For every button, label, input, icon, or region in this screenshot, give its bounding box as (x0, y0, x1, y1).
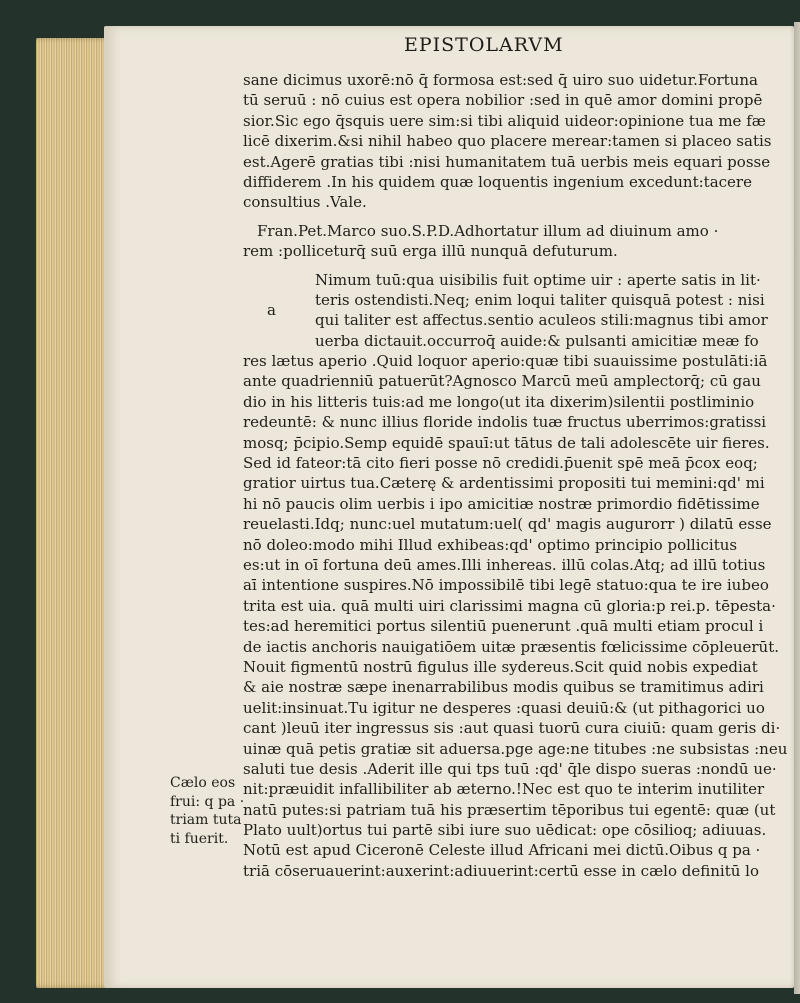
guide-letter: a (267, 301, 276, 319)
text-line: est.Agerē gratias tibi :nisi humanitatem tuā uerbis meis equari posse (243, 152, 771, 171)
next-page-edge (794, 22, 800, 994)
letter-heading-line: rem :polliceturq̄ suū erga illū nunquā defuturum. (243, 242, 618, 261)
marginal-note-line: triam tuta (170, 812, 242, 828)
marginal-note-line: frui: q pa · (170, 793, 245, 810)
text-line: sior.Sic ego q̄squis uere sim:si tibi aliquid uideor:opinione tua me fæ (243, 111, 766, 130)
text-line: Nouit figmentū nostrū figulus ille sydereus.Scit quid nobis expediat (243, 657, 758, 676)
text-line: consultius .Vale. (243, 193, 367, 212)
text-line: natū putes:si patriam tuā his præsertim tēporibus tui egentē: quæ (ut (243, 800, 776, 819)
text-line: ante quadrienniū patuerūt?Agnosco Marcū meū amplectorq̄; cū gau (243, 372, 761, 391)
text-line: sane dicimus uxorē:nō q̄ formosa est:sed q̄ uiro suo uidetur.Fortuna (243, 71, 758, 89)
marginal-note (170, 774, 244, 848)
text-line: de iactis anchoris nauigatiōem uitæ præsentis fœlicissime cōpleuerūt. (243, 637, 780, 656)
text-line: uelit:insinuat.Tu igitur ne desperes :quasi deuiū:& (ut pithagorici uo (243, 698, 765, 717)
text-line: Nimum tuū:qua uisibilis fuit optime uir : aperte satis in lit· (315, 270, 761, 289)
text-line: es:ut in oī fortuna deū ames.Illi inhereas. illū colas.Atq; ad illū totius (243, 555, 766, 574)
body-text (243, 70, 788, 881)
text-line: Sed id fateor:tā cito fieri posse nō credidi.p̄uenit spē meā p̄cox eoq; (243, 454, 758, 473)
text-line: tes:ad heremitici portus silentiū puenerunt .quā multi etiam procul i (243, 617, 764, 636)
text-line: saluti tue desis .Aderit ille qui tps tuū :qd' q̄le dispo sueras :nondū ue· (243, 759, 777, 778)
marginal-note-line: ti fuerit. (170, 830, 229, 847)
text-line: dio in his litteris tuis:ad me longo(ut ita dixerim)silentii postliminio (243, 392, 755, 411)
text-line: Notū est apud Ciceronē Celeste illud Africani mei dictū.Oibus q pa · (243, 841, 761, 860)
text-line: mosq; p̄cipio.Semp equidē spauī:ut tātus de tali adolescēte uir fieres. (243, 433, 770, 452)
text-line: gratior uirtus tua.Cæterę & ardentissimi propositi tui memini:qd' mi (243, 474, 765, 493)
text-line: qui taliter est affectus.sentio aculeos stili:magnus tibi amor (315, 311, 768, 330)
text-line: & aie nostræ sæpe inenarrabilibus modis quibus se tramitimus adiri (243, 678, 764, 697)
text-line: reuelasti.Idq; nunc:uel mutatum:uel( qd' magis augurorr ) dilatū esse (243, 515, 772, 534)
text-line: uerba dictauit.occurroq̄ auide:& pulsanti amicitiæ meæ fo (315, 331, 759, 350)
text-line: tū seruū : nō cuius est opera nobilior :sed in quē amor domini propē (243, 91, 763, 110)
text-line: Plato uult)ortus tui partē sibi iure suo uēdicat: ope cōsilioq; adiuuas. (243, 821, 767, 840)
letter-heading-line: Fran.Pet.Marco suo.S.P.D.Adhortatur illum ad diuinum amo · (257, 221, 719, 240)
text-line: uinæ quā petis gratiæ sit aduersa.pge age:ne titubes :ne subsistas :neu (243, 739, 788, 758)
text-line: trita est uia. quā multi uiri clarissimi magna cū gloria:p rei.p. tēpesta· (243, 596, 776, 615)
text-line: nit:præuidit infallibiliter ab æterno.!Nec est quo te interim inutiliter (243, 780, 765, 799)
text-line: aī intentione suspires.Nō impossibilē tibi legē statuo:qua te ire iubeo (243, 576, 769, 595)
running-head: EPISTOLARVM (404, 34, 564, 56)
text-line: nō doleo:modo mihi Illud exhibeas:qd' optimo principio pollicitus (243, 535, 738, 554)
text-line: redeuntē: & nunc illius floride indolis tuæ fructus uberrimos:gratissi (243, 413, 767, 432)
text-line: res lætus aperio .Quid loquor aperio:quæ tibi suauissime postulāti:iā (243, 352, 768, 371)
text-line: diffiderem .In his quidem quæ loquentis ingenium excedunt:tacere (243, 172, 752, 191)
marginal-note-line: Cælo eos (170, 775, 236, 791)
text-line: triā cōseruauerint:auxerint:adiuuerint:certū esse in cælo definitū lo (243, 861, 760, 880)
text-line: teris ostendisti.Neq; enim loqui taliter quisquā potest : nisi (315, 290, 765, 309)
text-line: licē dixerim.&si nihil habeo quo placere merear:tamen si placeo satis (243, 132, 772, 151)
text-line: hi nō paucis olim uerbis i ipo amicitiæ nostræ primordio fidētissime (243, 494, 760, 513)
text-line: cant )leuū iter ingressus sis :aut quasi tuorū cura ciuiū: quam geris di· (243, 719, 781, 738)
